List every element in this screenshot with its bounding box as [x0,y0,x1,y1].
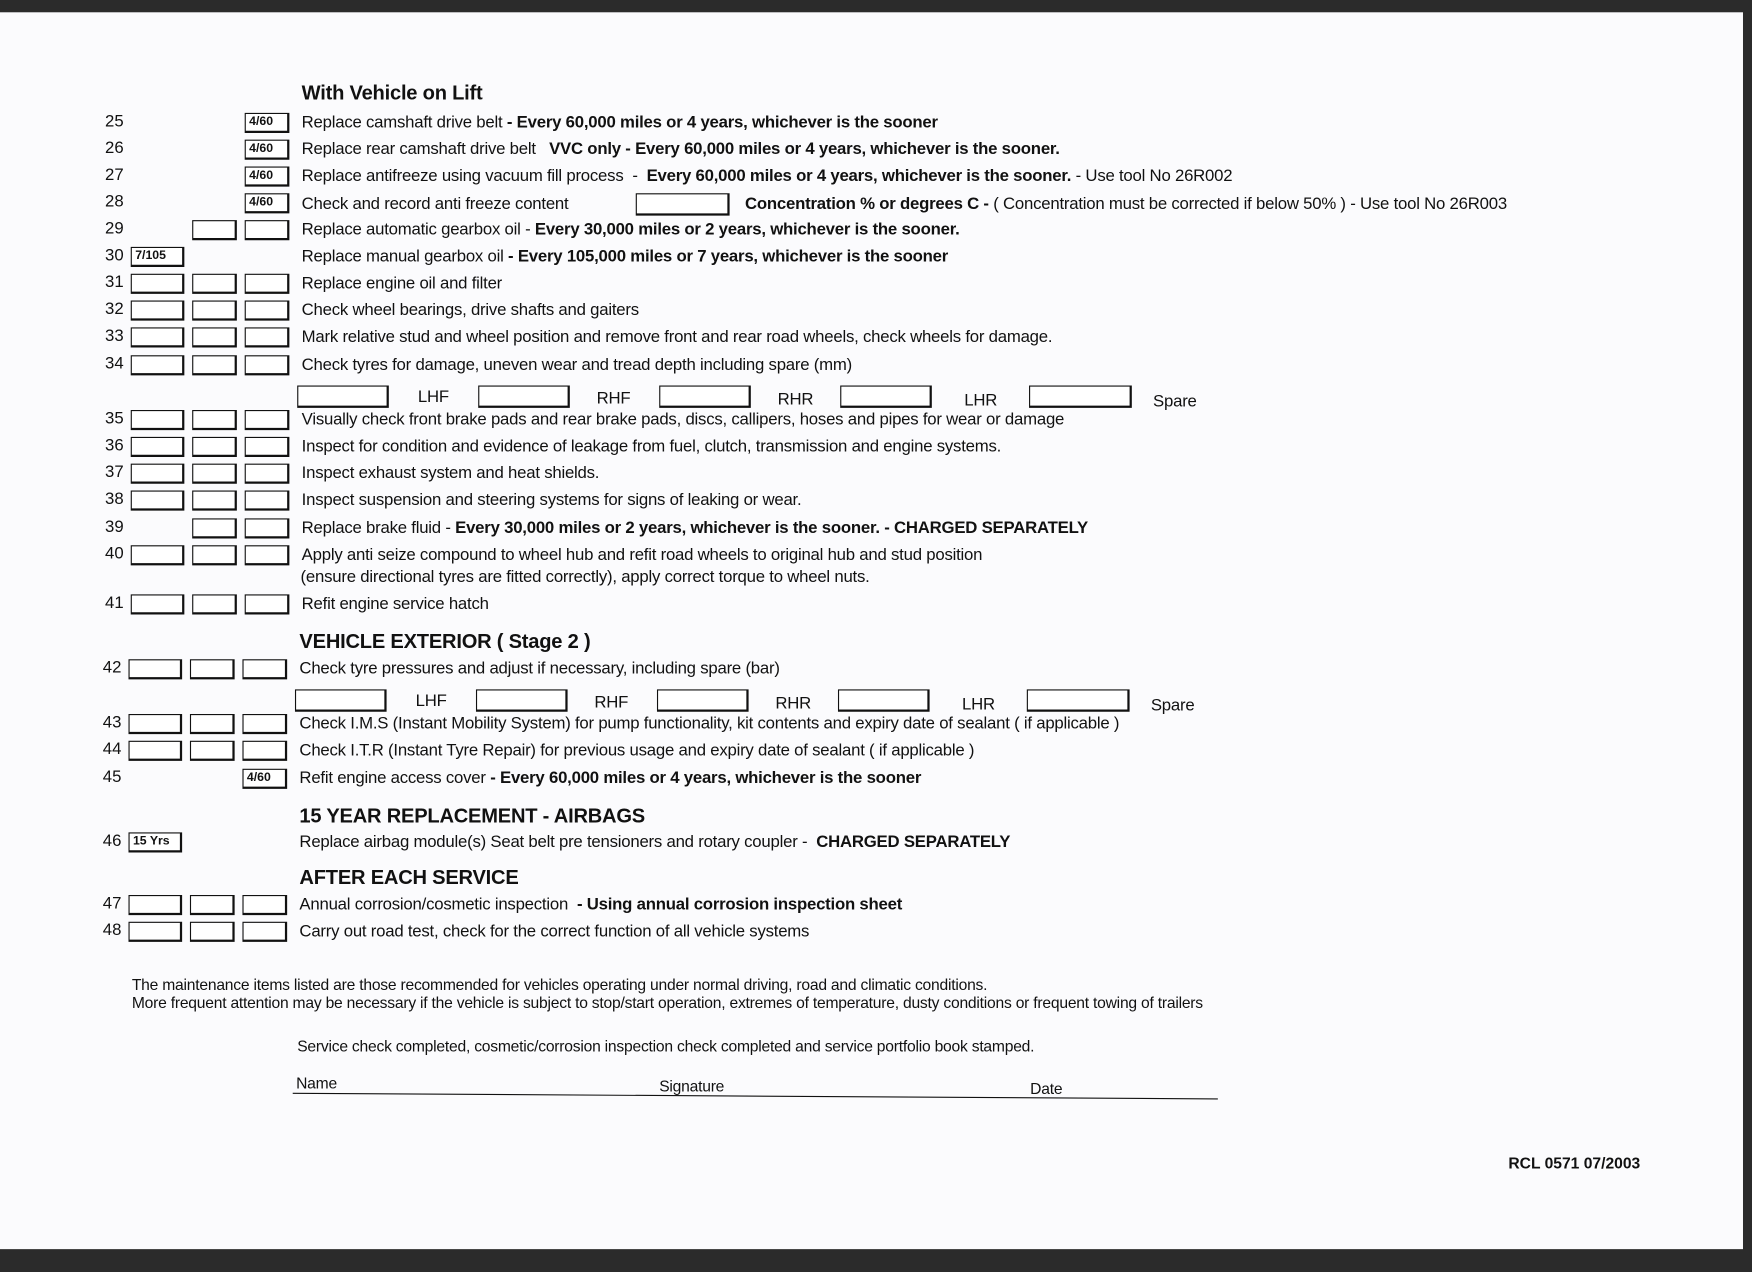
section-heading-lift: With Vehicle on Lift [301,81,483,104]
item-text: Inspect for condition and evidence of leakage from fuel, clutch, transmission and engine systems. [301,436,1002,456]
item-description [299,741,974,760]
check-box[interactable] [190,895,235,915]
tyre-label-lhf: LHF [415,691,447,711]
signature-label: Signature [659,1077,725,1095]
item-text: Replace engine oil and filter [301,273,503,293]
check-box[interactable] [128,714,182,734]
check-box[interactable] [131,410,185,430]
check-box[interactable] [192,220,237,240]
date-label: Date [1030,1079,1063,1098]
check-box[interactable] [190,659,235,679]
item-text: Refit engine access cover [299,768,491,788]
item-description [299,832,1010,851]
check-box[interactable] [245,545,290,565]
check-box[interactable] [245,355,290,375]
item-text: Check and record anti freeze content [301,194,569,214]
item-description [299,922,809,941]
item-number: 36 [105,435,124,455]
item-text: Visually check front brake pads and rear brake pads, discs, callipers, hoses and pipes for wear or damage [301,410,1065,430]
item-text: ( Concentration must be corrected if below 50% ) - Use tool No 26R003 [993,194,1507,214]
item-number: 47 [102,893,122,913]
check-box[interactable] [242,895,287,915]
check-box[interactable] [192,490,237,510]
item-description [302,545,983,564]
item-text: Refit engine service hatch [301,594,489,614]
check-box[interactable] [131,464,185,484]
item-description [302,410,1064,429]
item-text: - Use tool No 26R002 [1071,166,1233,186]
tyre-value-box-lhf[interactable] [295,689,387,711]
interval-box[interactable]: 4/60 [245,140,290,160]
item-description [302,464,600,483]
tyre-value-box-lhr[interactable] [838,689,930,711]
tyre-value-box-lhr[interactable] [840,385,932,407]
tyre-value-box-rhr[interactable] [659,385,751,407]
item-text: Replace rear camshaft drive belt [301,139,550,159]
item-description [299,714,1119,733]
item-text: Replace brake fluid - [301,518,456,538]
check-box[interactable] [242,714,287,734]
check-box[interactable] [242,659,287,679]
item-text: Replace manual gearbox oil [301,246,509,266]
form-reference: RCL 0571 07/2003 [1508,1154,1641,1173]
item-number: 44 [102,739,122,759]
item-text: Annual corrosion/cosmetic inspection [299,894,577,914]
item-number: 41 [105,593,124,613]
item-number: 27 [105,165,124,185]
item-description [302,437,1001,456]
item-description [302,355,852,374]
section-heading-exterior: VEHICLE EXTERIOR ( Stage 2 ) [299,630,591,653]
item-text: Inspect suspension and steering systems for signs of leaking or wear. [301,490,802,510]
section-heading-airbags: 15 YEAR REPLACEMENT - AIRBAGS [299,804,645,827]
item-number: 42 [102,658,122,678]
tyre-label-rhf: RHF [594,692,629,712]
item-text: Replace antifreeze using vacuum fill process - [301,166,647,186]
concentration-input-box[interactable] [635,193,729,215]
item-number: 45 [102,767,122,787]
check-box[interactable] [242,922,287,942]
check-box[interactable] [192,437,237,457]
item-interval-note: Every 30,000 miles or 2 years, whichever is the sooner. - CHARGED SEPARATELY [455,518,1089,538]
item-number: 37 [105,462,124,482]
item-number: 28 [105,192,124,212]
name-label: Name [296,1073,337,1092]
item-description [302,301,639,320]
item-text: Check tyre pressures and adjust if necessary, including spare (bar) [299,659,780,679]
tyre-value-box-rhf[interactable] [478,385,570,407]
interval-box[interactable]: 4/60 [245,113,290,133]
check-box[interactable] [128,922,182,942]
check-box[interactable] [131,301,185,321]
item-description [299,895,902,914]
check-box[interactable] [245,410,290,430]
item-interval-note: - Every 60,000 miles or 4 years, whichever is the sooner [506,112,938,132]
item-description [302,274,502,293]
item-number: 39 [105,517,124,537]
interval-box[interactable]: 4/60 [245,193,290,213]
tyre-value-box-spare[interactable] [1027,689,1130,711]
check-box[interactable] [128,659,182,679]
check-box[interactable] [245,220,290,240]
item-interval-note: Every 60,000 miles or 4 years, whichever is the sooner. [646,166,1072,186]
item-text: Mark relative stud and wheel position and remove front and rear road wheels, check wheels for damage. [301,327,1053,347]
check-box[interactable] [192,518,237,538]
check-box[interactable] [245,490,290,510]
check-box[interactable] [245,437,290,457]
check-box[interactable] [192,545,237,565]
check-box[interactable] [192,274,237,294]
item-number: 43 [102,712,122,732]
check-box[interactable] [245,518,290,538]
check-box[interactable] [245,464,290,484]
check-box[interactable] [192,464,237,484]
check-box[interactable] [192,327,237,347]
check-box[interactable] [242,741,287,761]
item-description [302,518,1088,537]
item-description [302,490,802,509]
check-box[interactable] [128,741,182,761]
item-description [302,594,489,613]
item-number: 33 [105,326,124,346]
item-number: 32 [105,299,124,319]
check-box[interactable] [131,274,185,294]
item-description [299,769,921,788]
check-box[interactable] [131,545,185,565]
tyre-label-spare: Spare [1150,696,1195,716]
interval-box[interactable]: 4/60 [245,166,290,186]
item-number: 46 [102,831,122,851]
item-description [302,193,1507,215]
tyre-label-rhr: RHR [775,693,812,713]
item-description [302,247,948,266]
check-box[interactable] [190,741,235,761]
check-box[interactable] [131,490,185,510]
item-interval-note: - Every 105,000 miles or 7 years, whichever is the sooner [508,246,949,266]
item-text: Replace camshaft drive belt [301,112,507,132]
item-number: 40 [105,544,124,564]
footer-note-1: The maintenance items listed are those recommended for vehicles operating under normal driving, road and climatic conditions. [131,975,988,994]
tyre-value-box-rhr[interactable] [657,689,749,711]
interval-box[interactable]: 4/60 [242,769,287,789]
check-box[interactable] [131,327,185,347]
item-text: Check I.T.R (Instant Tyre Repair) for previous usage and expiry date of sealant ( if applicable ) [299,740,975,760]
tyre-label-lhf: LHF [417,387,449,407]
item-interval-note: CHARGED SEPARATELY [816,832,1011,852]
item-text: Check wheel bearings, drive shafts and gaiters [301,300,639,320]
item-text: Replace automatic gearbox oil - [301,220,535,240]
check-box[interactable] [192,301,237,321]
item-description [302,113,938,132]
tyre-value-box-spare[interactable] [1029,385,1132,407]
check-box[interactable] [245,301,290,321]
item-number: 35 [105,408,124,428]
tyre-label-lhr: LHR [961,694,995,714]
tyre-value-box-lhf[interactable] [297,385,389,407]
item-description [299,659,779,678]
interval-box[interactable]: 7/105 [131,247,185,267]
item-number: 34 [105,354,124,374]
item-description-line2: (ensure directional tyres are fitted correctly), apply correct torque to wheel nuts. [300,567,870,587]
item-number: 38 [105,489,124,509]
item-text: Check tyres for damage, uneven wear and tread depth including spare (mm) [301,355,852,375]
tyre-label-rhr: RHR [777,389,814,409]
item-number: 26 [105,138,124,158]
check-box[interactable] [192,410,237,430]
interval-box[interactable]: 15 Yrs [128,832,182,852]
tyre-value-box-rhf[interactable] [476,689,568,711]
item-text: Apply anti seize compound to wheel hub and refit road wheels to original hub and stud position [301,545,983,565]
item-description [302,140,1060,159]
check-box[interactable] [245,274,290,294]
item-number: 48 [102,920,122,940]
item-number: 25 [105,111,124,131]
item-interval-note: Concentration % or degrees C - [744,194,994,214]
check-box[interactable] [192,594,237,614]
check-box[interactable] [131,355,185,375]
tyre-label-lhr: LHR [964,391,998,411]
item-number: 29 [105,218,124,238]
item-text: Carry out road test, check for the correct function of all vehicle systems [299,921,810,941]
item-text: Check I.M.S (Instant Mobility System) for pump functionality, kit contents and expiry date of sealant ( if applicable ) [299,713,1120,733]
item-interval-note: - Every 60,000 miles or 4 years, whichever is the sooner [490,768,922,788]
item-interval-note: - Using annual corrosion inspection sheet [576,894,903,914]
tyre-label-rhf: RHF [596,388,631,408]
check-box[interactable] [190,922,235,942]
check-box[interactable] [245,327,290,347]
check-box[interactable] [131,594,185,614]
item-interval-note: Every 30,000 miles or 2 years, whichever is the sooner. [534,220,960,240]
item-text: Inspect exhaust system and heat shields. [301,463,600,483]
item-interval-note: VVC only - Every 60,000 miles or 4 years, whichever is the sooner. [549,139,1060,159]
item-number: 31 [105,272,124,292]
item-description [302,166,1233,185]
tyre-label-spare: Spare [1153,392,1197,412]
check-box[interactable] [190,714,235,734]
check-box[interactable] [245,594,290,614]
item-description [302,327,1053,346]
section-heading-after-service: AFTER EACH SERVICE [299,865,519,889]
item-number: 30 [105,245,124,265]
check-box[interactable] [128,895,182,915]
completion-statement: Service check completed, cosmetic/corrosion inspection check completed and service portfolio book stamped. [297,1036,1035,1055]
check-box[interactable] [131,437,185,457]
item-text: Replace airbag module(s) Seat belt pre tensioners and rotary coupler - [299,832,817,852]
check-box[interactable] [192,355,237,375]
footer-note-2: More frequent attention may be necessary if the vehicle is subject to stop/start operation, extremes of temperature, dusty conditions or frequent towing of trailers [131,993,1203,1012]
item-description [302,220,960,239]
